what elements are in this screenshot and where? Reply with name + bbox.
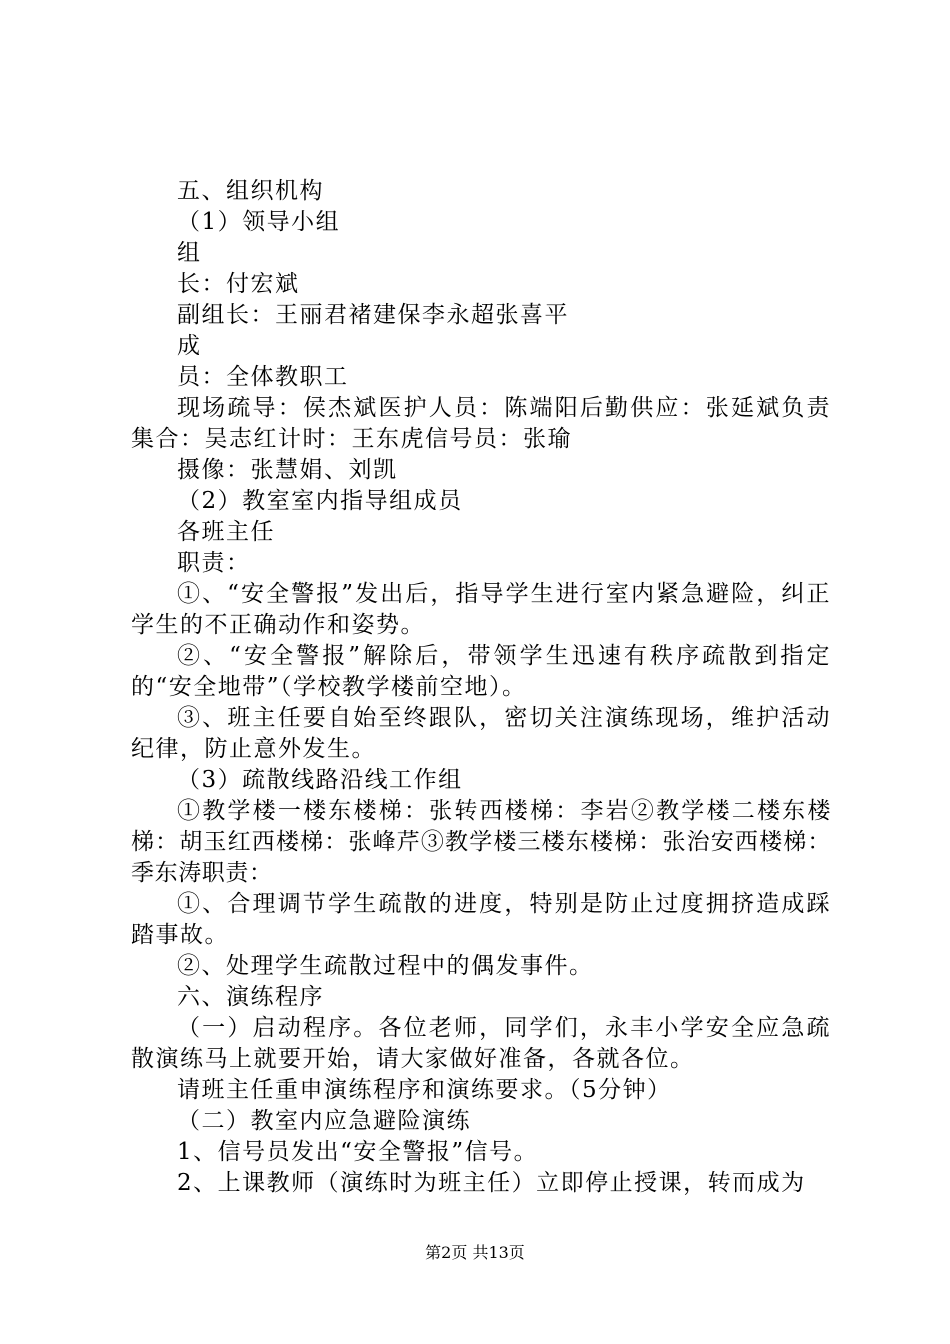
paragraph: 职责： (177, 550, 251, 576)
paragraph: 2、上课教师（演练时为班主任）立即停止授课，转而成为 (177, 1170, 806, 1196)
paragraph: 长：付宏斌 (177, 271, 300, 297)
paragraph: 组 (177, 240, 202, 266)
paragraph: ②、处理学生疏散过程中的偶发事件。 (177, 953, 594, 979)
subsection-heading: （1）领导小组 (177, 209, 341, 235)
paragraph: 1、信号员发出“安全警报”信号。 (177, 1139, 539, 1165)
paragraph: 员：全体教职工 (177, 364, 349, 390)
subsection-heading: （2）教室室内指导组成员 (177, 488, 463, 514)
paragraph: ①教学楼一楼东楼梯：张转西楼梯：李岩②教学楼二楼东楼梯：胡玉红西楼梯：张峰芹③教学楼三楼东楼梯：张治安西楼梯：季东涛职责： (131, 798, 831, 886)
paragraph: ③、班主任要自始至终跟队，密切关注演练现场，维护活动纪律，防止意外发生。 (131, 705, 831, 762)
page-footer: 第2页 共13页 (425, 1243, 525, 1262)
paragraph: 请班主任重申演练程序和演练要求。（5分钟） (177, 1077, 672, 1103)
paragraph: ②、“安全警报”解除后，带领学生迅速有秩序疏散到指定的“安全地带”（学校教学楼前空地）。 (131, 643, 831, 700)
paragraph: 副组长：王丽君褚建保李永超张喜平 (177, 302, 569, 328)
paragraph: 摄像：张慧娟、刘凯 (177, 457, 398, 483)
paragraph: ①、合理调节学生疏散的进度，特别是防止过度拥挤造成踩踏事故。 (131, 891, 831, 948)
document-body (131, 176, 831, 1199)
section-heading: 六、演练程序 (177, 984, 324, 1010)
paragraph: 现场疏导：侯杰斌医护人员：陈端阳后勤供应：张延斌负责集合：吴志红计时：王东虎信号员：张瑜 (131, 395, 831, 452)
paragraph: 各班主任 (177, 519, 275, 545)
subsection-heading: （二）教室内应急避险演练 (177, 1108, 471, 1134)
paragraph: 成 (177, 333, 202, 359)
section-heading: 五、组织机构 (177, 178, 324, 204)
paragraph: ①、“安全警报”发出后，指导学生进行室内紧急避险，纠正学生的不正确动作和姿势。 (131, 581, 831, 638)
subsection-heading: （3）疏散线路沿线工作组 (177, 767, 463, 793)
paragraph: （一）启动程序。各位老师，同学们，永丰小学安全应急疏散演练马上就要开始，请大家做好准备，各就各位。 (131, 1015, 831, 1072)
